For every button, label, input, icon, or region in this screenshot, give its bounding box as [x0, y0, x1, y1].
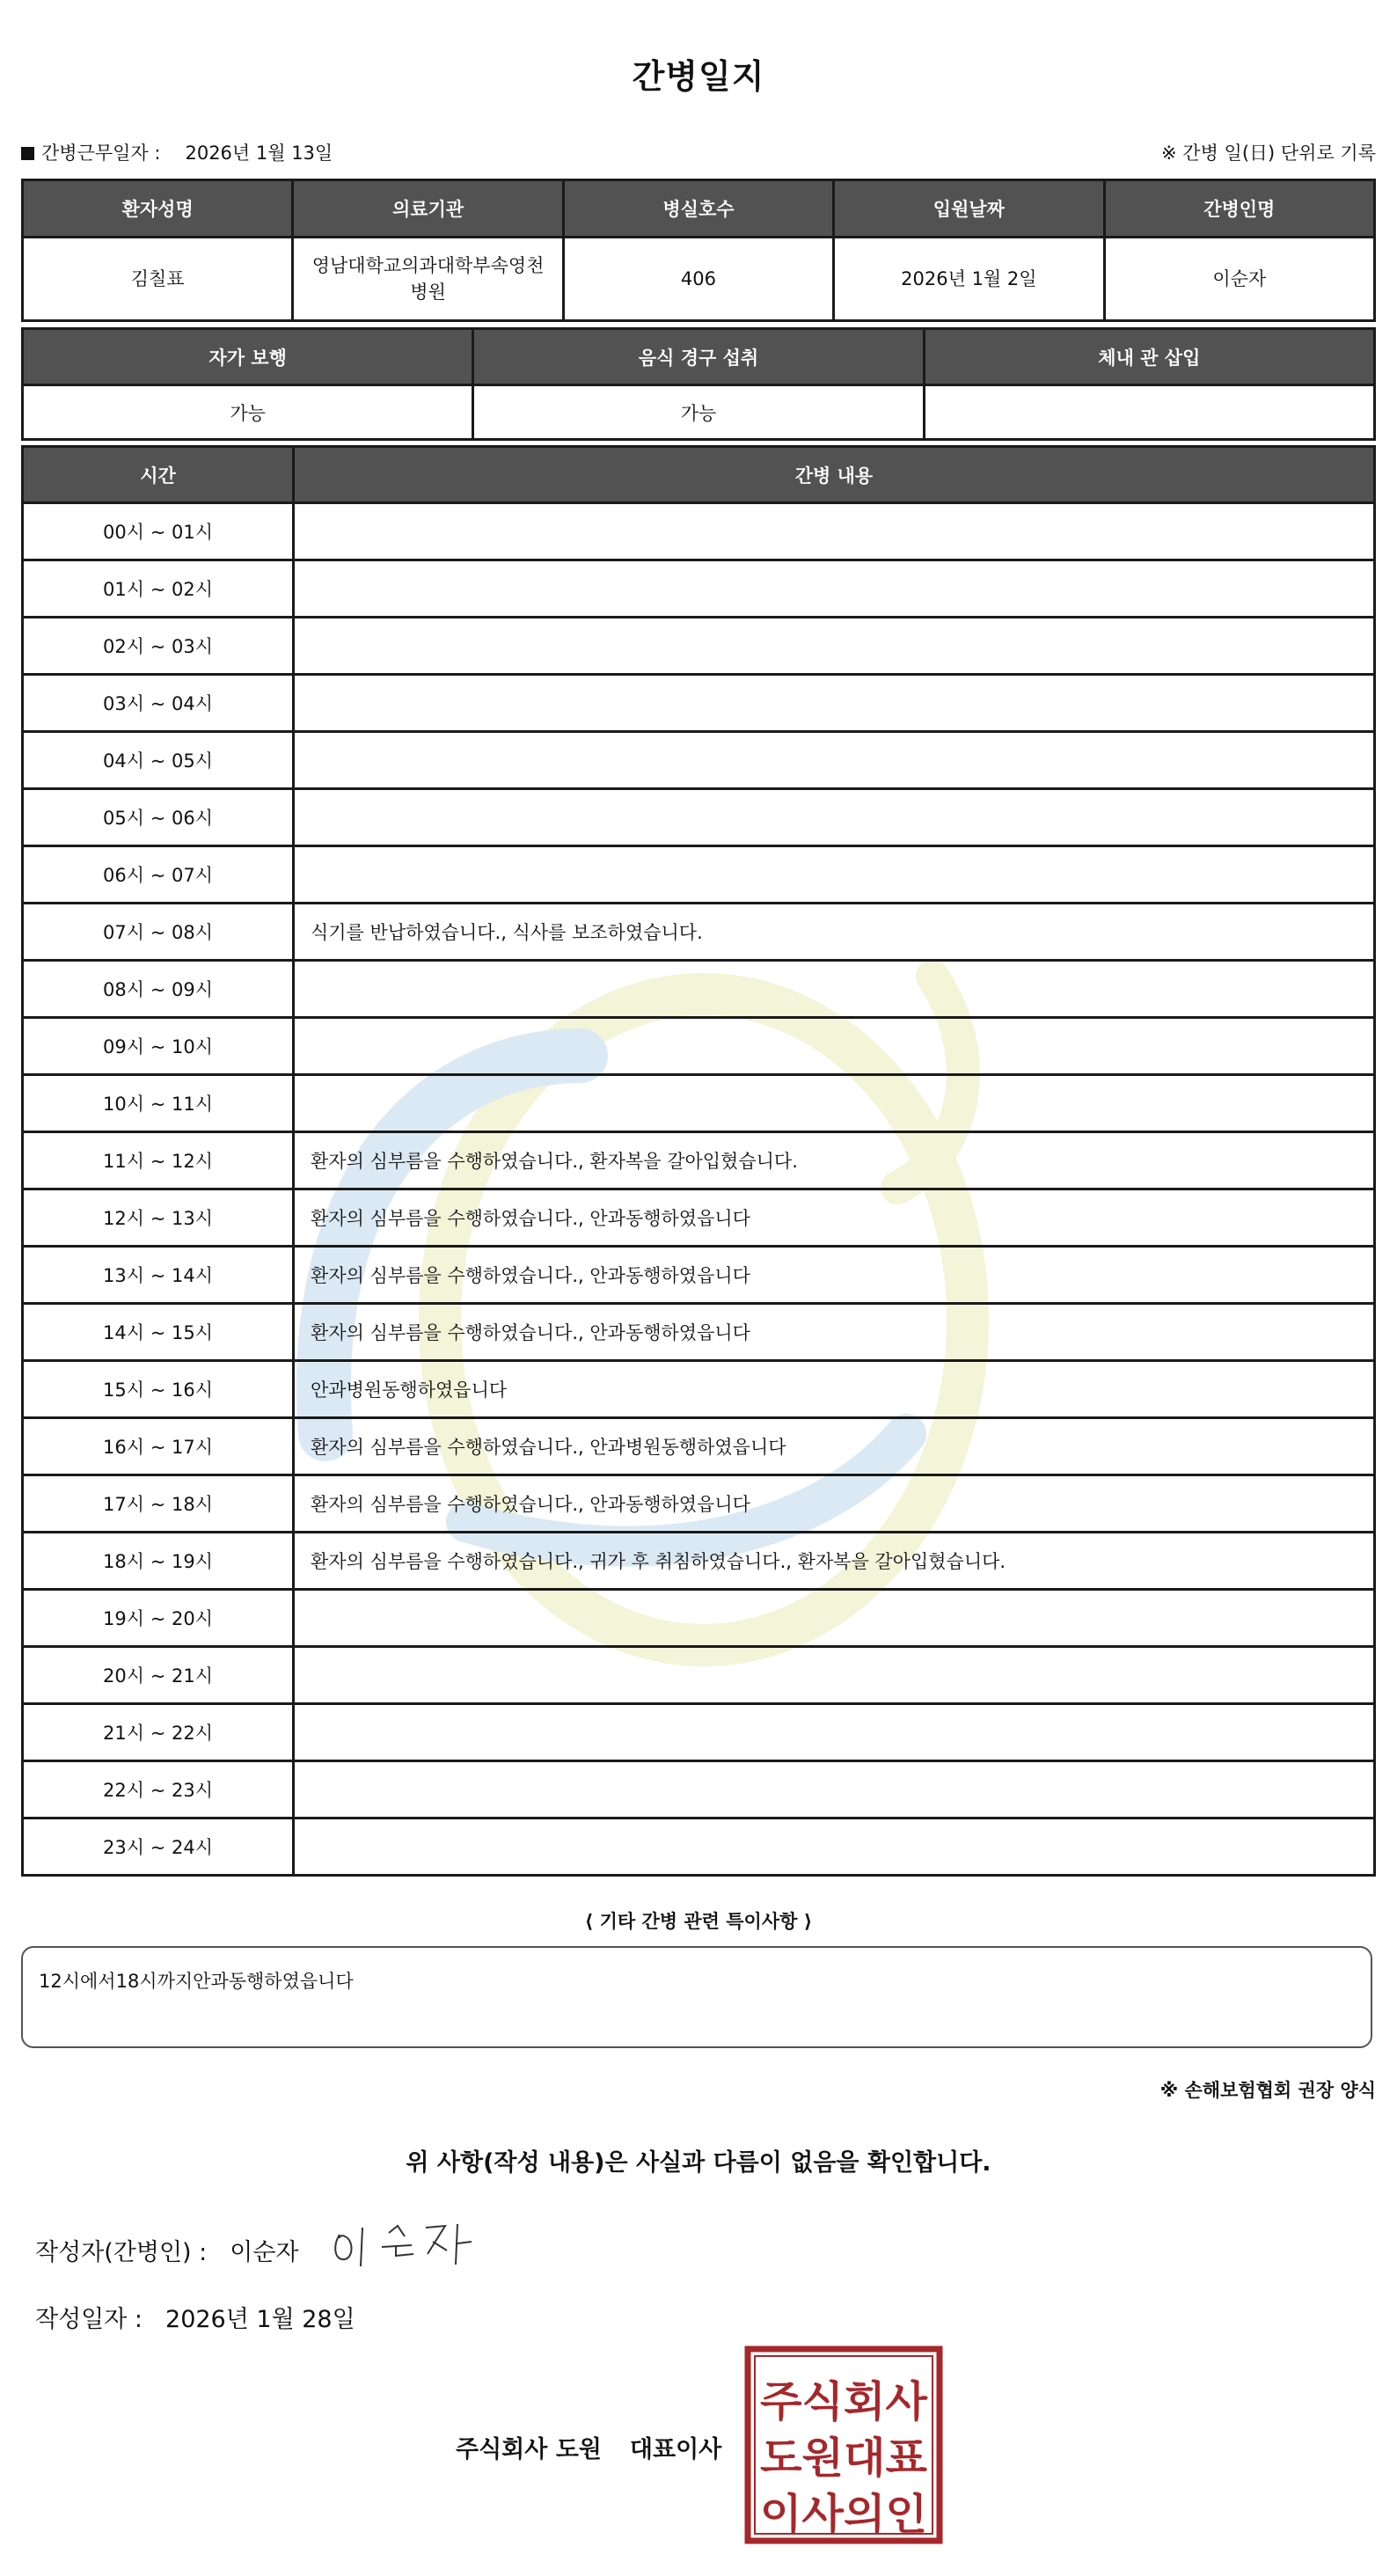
log-content-cell: [294, 675, 1375, 732]
table-row: [23, 1189, 1375, 1247]
table-row: [23, 961, 1375, 1018]
log-content-cell: [294, 1647, 1375, 1704]
log-content-cell: 환자의 심부름을 수행하였습니다., 귀가 후 취침하였습니다., 환자복을 갈아입혔습니다.: [294, 1533, 1375, 1590]
patient-info-table: [21, 179, 1376, 322]
admission-date: 2026년 1월 2일: [834, 238, 1104, 321]
table-row: [23, 1361, 1375, 1418]
header-cell: 의료기관: [293, 180, 563, 238]
log-time-cell: 13시 ~ 14시: [23, 1247, 294, 1304]
hourly-care-log-table: [21, 445, 1376, 1877]
log-time-cell: 03시 ~ 04시: [23, 675, 294, 732]
header-cell: 간병 내용: [294, 447, 1375, 503]
log-content-cell: [294, 732, 1375, 789]
log-content-cell: [294, 1018, 1375, 1075]
log-time-cell: 12시 ~ 13시: [23, 1189, 294, 1247]
header-cell: 시간: [23, 447, 294, 503]
table-row: [23, 789, 1375, 846]
company-seal-icon: [744, 2345, 943, 2544]
table-header-row: [23, 180, 1375, 238]
header-cell: 음식 경구 섭취: [473, 329, 924, 385]
log-time-cell: 10시 ~ 11시: [23, 1075, 294, 1132]
confirmation-statement: 위 사항(작성 내용)은 사실과 다름이 없음을 확인합니다.: [406, 2149, 991, 2177]
log-time-cell: 08시 ~ 09시: [23, 961, 294, 1018]
header-cell: 환자성명: [23, 180, 293, 238]
work-date-value: 2026년 1월 13일: [185, 143, 333, 164]
table-row: [23, 618, 1375, 675]
table-row: [23, 385, 1375, 440]
special-notes-box: [21, 1946, 1372, 2048]
log-time-cell: 14시 ~ 15시: [23, 1304, 294, 1361]
log-content-cell: [294, 503, 1375, 560]
log-content-cell: 환자의 심부름을 수행하였습니다., 안과동행하였읍니다: [294, 1189, 1375, 1247]
log-content-cell: 식기를 반납하였습니다., 식사를 보조하였습니다.: [294, 904, 1375, 961]
log-content-cell: 환자의 심부름을 수행하였습니다., 환자복을 갈아입혔습니다.: [294, 1132, 1375, 1189]
log-content-cell: [294, 789, 1375, 846]
square-bullet-icon: [21, 147, 34, 160]
table-row: [23, 1075, 1375, 1132]
log-content-cell: [294, 846, 1375, 904]
log-time-cell: 01시 ~ 02시: [23, 560, 294, 618]
tube-insertion-value: [924, 385, 1374, 440]
table-row: [23, 732, 1375, 789]
log-rows: [23, 503, 1375, 1876]
log-content-cell: 안과병원동행하였읍니다: [294, 1361, 1375, 1418]
table-row: [23, 503, 1375, 560]
log-time-cell: 11시 ~ 12시: [23, 1132, 294, 1189]
svg-text:도원대표: 도원대표: [760, 2433, 928, 2483]
log-time-cell: 05시 ~ 06시: [23, 789, 294, 846]
log-content-cell: 환자의 심부름을 수행하였습니다., 안과동행하였읍니다: [294, 1247, 1375, 1304]
work-date-label: 간병근무일자 :: [41, 143, 161, 164]
ceo-title: 대표이사: [629, 2436, 722, 2463]
writer-line: [35, 2233, 299, 2267]
room-number: 406: [563, 238, 833, 321]
log-content-cell: [294, 1075, 1375, 1132]
company-line: [456, 2430, 721, 2464]
record-unit-note: ※ 간병 일(日) 단위로 기록: [1161, 143, 1376, 164]
table-row: [23, 846, 1375, 904]
medical-institution: [293, 238, 563, 321]
write-date-label: 작성일자 :: [35, 2306, 143, 2333]
company-name: 주식회사 도원: [456, 2436, 602, 2463]
log-time-cell: 23시 ~ 24시: [23, 1819, 294, 1876]
write-date-value: 2026년 1월 28일: [165, 2306, 355, 2333]
log-content-cell: [294, 560, 1375, 618]
table-row: [23, 1304, 1375, 1361]
table-row: [23, 238, 1375, 321]
special-notes-title: ⟨ 기타 간병 관련 특이사항 ⟩: [584, 1911, 813, 1932]
log-time-cell: 16시 ~ 17시: [23, 1418, 294, 1475]
self-walking-value: 가능: [23, 385, 473, 440]
log-time-cell: 17시 ~ 18시: [23, 1475, 294, 1533]
log-content-cell: 환자의 심부름을 수행하였습니다., 안과동행하였읍니다: [294, 1304, 1375, 1361]
log-time-cell: 22시 ~ 23시: [23, 1761, 294, 1819]
log-content-cell: 환자의 심부름을 수행하였습니다., 안과병원동행하였읍니다: [294, 1418, 1375, 1475]
special-notes-text: 12시에서18시까지안과동행하였읍니다: [39, 1971, 354, 1992]
log-time-cell: 00시 ~ 01시: [23, 503, 294, 560]
log-time-cell: 19시 ~ 20시: [23, 1590, 294, 1647]
form-source-note: ※ 손해보험협회 권장 양식: [1159, 2080, 1376, 2101]
table-row: [23, 1819, 1375, 1876]
table-row: [23, 1704, 1375, 1761]
log-time-cell: 09시 ~ 10시: [23, 1018, 294, 1075]
log-content-cell: [294, 618, 1375, 675]
writer-name: 이순자: [230, 2239, 299, 2266]
log-content-cell: [294, 1819, 1375, 1876]
log-content-cell: [294, 1704, 1375, 1761]
log-time-cell: 04시 ~ 05시: [23, 732, 294, 789]
caregiver-name: 이순자: [1104, 238, 1374, 321]
table-row: [23, 1418, 1375, 1475]
table-header-row: [23, 329, 1375, 385]
log-time-cell: 21시 ~ 22시: [23, 1704, 294, 1761]
table-row: [23, 1647, 1375, 1704]
header-cell: 자가 보행: [23, 329, 473, 385]
table-row: [23, 1132, 1375, 1189]
log-content-cell: [294, 1590, 1375, 1647]
write-date-line: [35, 2300, 355, 2334]
table-row: [23, 675, 1375, 732]
log-time-cell: 06시 ~ 07시: [23, 846, 294, 904]
header-cell: 병실호수: [563, 180, 833, 238]
oral-intake-value: 가능: [473, 385, 924, 440]
log-time-cell: 20시 ~ 21시: [23, 1647, 294, 1704]
header-cell: 간병인명: [1104, 180, 1374, 238]
table-row: [23, 1533, 1375, 1590]
log-time-cell: 18시 ~ 19시: [23, 1533, 294, 1590]
table-row: [23, 904, 1375, 961]
svg-text:이사의인: 이사의인: [760, 2490, 927, 2539]
writer-label: 작성자(간병인) :: [35, 2239, 208, 2266]
log-time-cell: 07시 ~ 08시: [23, 904, 294, 961]
patient-name: 김칠표: [23, 238, 293, 321]
log-content-cell: 환자의 심부름을 수행하였습니다., 안과동행하였읍니다: [294, 1475, 1375, 1533]
table-row: [23, 1475, 1375, 1533]
log-time-cell: 15시 ~ 16시: [23, 1361, 294, 1418]
header-cell: 입원날짜: [834, 180, 1104, 238]
table-row: [23, 1018, 1375, 1075]
patient-status-table: [21, 327, 1376, 441]
work-date-line: [21, 139, 333, 165]
table-row: [23, 560, 1375, 618]
svg-text:주식회사: 주식회사: [760, 2377, 928, 2426]
log-content-cell: [294, 1761, 1375, 1819]
log-time-cell: 02시 ~ 03시: [23, 618, 294, 675]
log-content-cell: [294, 961, 1375, 1018]
table-row: [23, 1761, 1375, 1819]
table-row: [23, 1247, 1375, 1304]
table-header-row: [23, 447, 1375, 503]
document-title: 간병일지: [632, 57, 765, 96]
header-cell: 체내 관 삽입: [924, 329, 1374, 385]
medical-institution-text: 영남대학교의과대학부속영천병원: [311, 255, 545, 303]
table-row: [23, 1590, 1375, 1647]
handwritten-signature-icon: [327, 2215, 477, 2277]
